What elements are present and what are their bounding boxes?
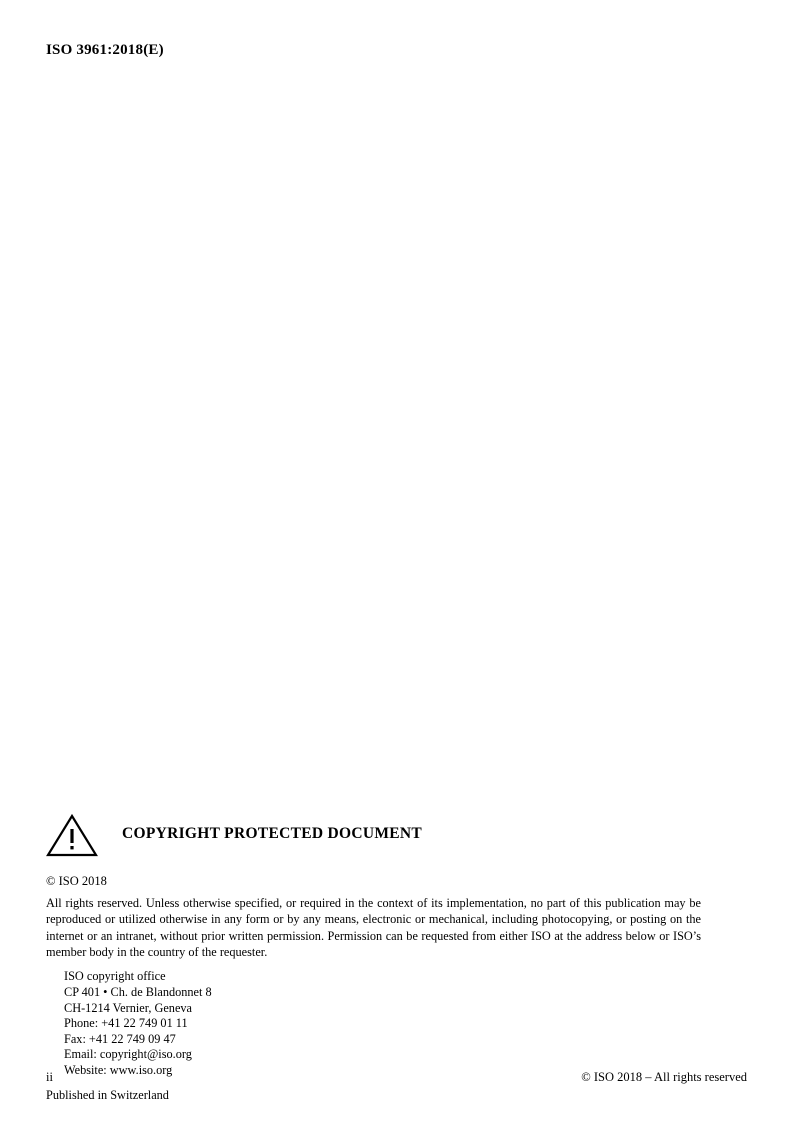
copyright-banner xyxy=(46,812,706,858)
page-footer xyxy=(46,1070,747,1088)
page-title: ISO 3961:2018(E) xyxy=(46,42,164,58)
address-phone: Phone: +41 22 749 01 11 xyxy=(64,1016,188,1031)
footer-rights: © ISO 2018 – All rights reserved xyxy=(581,1070,747,1084)
published-line: Published in Switzerland xyxy=(46,1087,169,1102)
address-website: Website: www.iso.org xyxy=(64,1063,173,1078)
address-office: ISO copyright office xyxy=(64,969,166,984)
address-street: CP 401 • Ch. de Blandonnet 8 xyxy=(64,984,212,999)
copyright-block xyxy=(46,812,706,1103)
footer-page-number: ii xyxy=(46,1070,53,1084)
rights-paragraph: All rights reserved. Unless otherwise specified, or required in the context of its implementation, no part of this publication may be reproduced or utilized otherwise in any form or by any means, electronic or mechanical, including photocopying, or posting on the internet or an intranet, without prior written permission. Permission can be requested from either ISO at the address below or ISO’s member body in the country of the requester. xyxy=(46,896,701,960)
copyright-banner-title: COPYRIGHT PROTECTED DOCUMENT xyxy=(122,825,423,842)
address-email: Email: copyright@iso.org xyxy=(64,1047,192,1062)
copyright-address xyxy=(64,969,706,1078)
address-fax: Fax: +41 22 749 09 47 xyxy=(64,1031,176,1046)
address-city: CH-1214 Vernier, Geneva xyxy=(64,1000,193,1015)
copyright-year: © ISO 2018 xyxy=(46,874,107,888)
warning-triangle-icon xyxy=(46,813,98,857)
